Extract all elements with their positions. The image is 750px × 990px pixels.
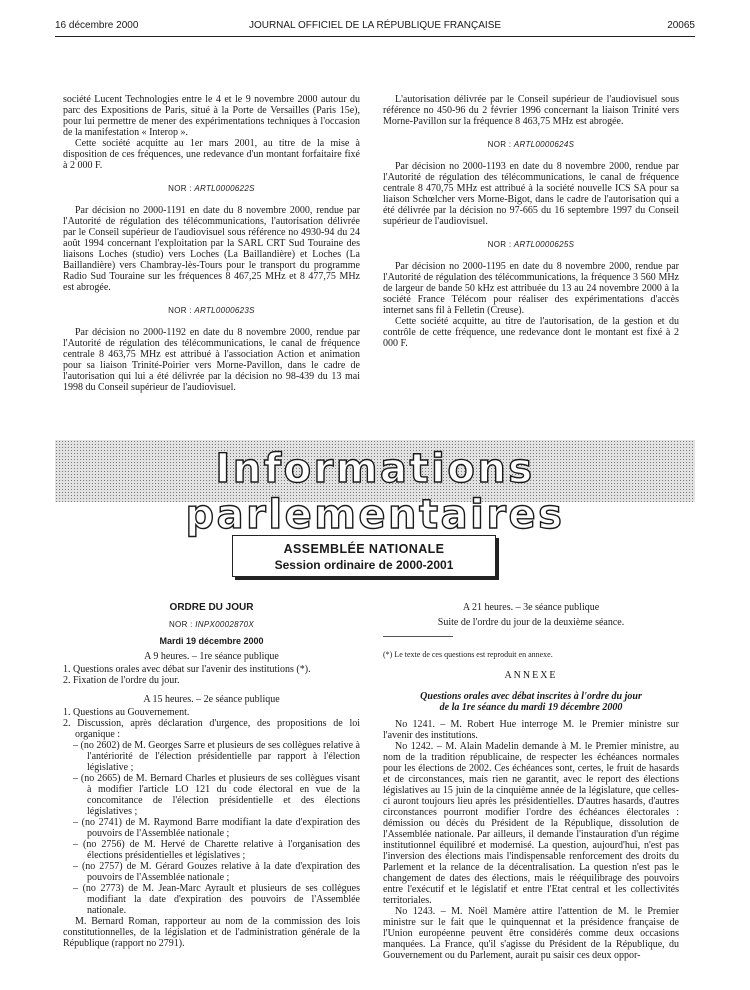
footnote-rule bbox=[383, 636, 453, 637]
paragraph: M. Bernard Roman, rapporteur au nom de la commission des lois constitutionnelles, de la législation et de l'administration générale de la République (rapport no 2791). bbox=[63, 916, 360, 949]
nor-reference bbox=[63, 183, 360, 194]
running-header bbox=[55, 20, 695, 34]
session-date: Mardi 19 décembre 2000 bbox=[159, 636, 264, 646]
assemblee-title: ASSEMBLÉE NATIONALE bbox=[283, 542, 445, 556]
paragraph: Cette société acquitte, au titre de l'autorisation, de la gestion et du contrôle de cette fréquence, une redevance dont le montant est fixé à 2 000 F. bbox=[383, 316, 679, 349]
nor-reference bbox=[63, 619, 360, 630]
nor-label: NOR : bbox=[168, 184, 195, 193]
nor-code: ARTL0000623S bbox=[194, 306, 255, 315]
list-item: – (no 2756) de M. Hervé de Charette relative à l'organisation des élections présidentielles et législatives ; bbox=[73, 839, 360, 861]
question-paragraph: No 1242. – M. Alain Madelin demande à M. le Premier ministre, au nom de la tradition républicaine, de respecter les échéances normales pour les élections de 2002. Ces échéances sont, certes, le fruit de hasards et de circonstances, mais rien ne garantit, avec le report des élections législatives au 15 juin de la cinquième année de la législature, que celles-ci auront toujours lieu après les présidentielles. D'autres hasards, d'autres circonstances pourront modifier l'ordre des échéances électorales : démission ou décès du Président de la République, dissolution de l'Assemblée nationale. Par ailleurs, il demande l'instauration d'un régime institutionnel équilibré et modernisé. La question, aujourd'hui, n'est pas l'inversion des élections mais l'indispensable renforcement des droits du Parlement et la relance de la décentralisation. La question n'est pas le changement de dates des élections, mais le rééquilibrage des pouvoirs entre l'exécutif et le législatif et entre l'Etat central et les collectivités territoriales. bbox=[383, 741, 679, 906]
nor-code: ARTL0000622S bbox=[194, 184, 255, 193]
section-banner-title: Informations parlementaires bbox=[185, 446, 565, 538]
paragraph: Cette société acquitte au 1er mars 2001, au titre de la mise à disposition de ces fréquences, une redevance d'un montant forfaitaire fixé à 2 000 F. bbox=[63, 138, 360, 171]
nor-code: ARTL0000624S bbox=[513, 140, 575, 149]
bottom-right-column bbox=[383, 602, 679, 961]
nor-reference bbox=[383, 139, 679, 150]
seance-heading: A 21 heures. – 3e séance publique bbox=[462, 602, 600, 613]
paragraph: Par décision no 2000-1191 en date du 8 novembre 2000, rendue par l'Autorité de régulation des télécommunications, l'autorisation délivrée par le Conseil supérieur de l'audiovisuel sous référence no 4930-94 du 24 août 1994 concernant l'exploitation par la SARL CRT Sud Touraine des liaisons Loches (studio) vers Loches (La Baillandière) et Loches (La Baillandière) vers Chambray-lès-Tours pour le transport du programme Radio Sud Touraine sur les fréquences 8 467,25 MHz et 8 477,75 MHz est abrogée. bbox=[63, 205, 360, 293]
header-rule bbox=[55, 36, 695, 37]
list-item: 2. Discussion, après déclaration d'urgence, des propositions de loi organique : bbox=[63, 718, 360, 740]
question-paragraph: No 1241. – M. Robert Hue interroge M. le Premier ministre sur l'avenir des institutions. bbox=[383, 719, 679, 741]
seance-heading: A 15 heures. – 2e séance publique bbox=[143, 694, 280, 705]
list-item: – (no 2773) de M. Jean-Marc Ayrault et plusieurs de ses collègues modifiant la date d'expiration des pouvoirs de l'Assemblée nationale. bbox=[73, 883, 360, 916]
top-left-column bbox=[63, 94, 360, 393]
list-item: – (no 2602) de M. Georges Sarre et plusieurs de ses collègues relative à l'antériorité de l'élection présidentielle par rapport à l'élection législative ; bbox=[73, 740, 360, 773]
list-item: – (no 2741) de M. Raymond Barre modifiant la date d'expiration des pouvoirs de l'Assemblée nationale ; bbox=[73, 817, 360, 839]
footnote: (*) Le texte de ces questions est reproduit en annexe. bbox=[383, 650, 553, 659]
annexe-heading: ANNEXE bbox=[504, 670, 558, 681]
paragraph: Par décision no 2000-1193 en date du 8 novembre 2000, rendue par l'Autorité de régulation des télécommunications, le canal de fréquence centrale 8 470,75 MHz est attribué à la société nouvelle ICS SA pour sa liaison Schœlcher vers Morne-Bigot, dans le cadre de l'autorisation qui a été délivrée par la décision no 97-665 du 16 septembre 1997 du Conseil supérieur de l'audiovisuel. bbox=[383, 161, 679, 227]
nor-label: NOR : bbox=[168, 620, 196, 629]
questions-heading-line: Questions orales avec débat inscrites à l'ordre du jour bbox=[420, 691, 642, 702]
bottom-left-column bbox=[63, 602, 360, 949]
assemblee-session: Session ordinaire de 2000-2001 bbox=[274, 558, 454, 572]
header-date: 16 décembre 2000 bbox=[55, 20, 139, 31]
list-item: 2. Fixation de l'ordre du jour. bbox=[63, 675, 180, 686]
nor-code: ARTL0000625S bbox=[513, 240, 575, 249]
paragraph: L'autorisation délivrée par le Conseil supérieur de l'audiovisuel sous référence no 450-96 du 2 février 1996 concernant la liaison Trinité vers Morne-Pavillon sur la fréquence 8 463,75 MHz est abrogée. bbox=[383, 94, 679, 127]
questions-heading-line: de la 1re séance du mardi 19 décembre 2000 bbox=[439, 702, 623, 713]
assemblee-box bbox=[232, 535, 496, 577]
top-right-column bbox=[383, 94, 679, 349]
paragraph: Par décision no 2000-1195 en date du 8 novembre 2000, rendue par l'Autorité de régulation des télécommunications, la fréquence 3 560 MHz de largeur de bande 50 kHz est attribuée du 13 au 24 novembre 2000 à la société France Télécom pour réaliser des expérimentations d'accès internet sans fil à Felletin (Creuse). bbox=[383, 261, 679, 316]
header-journal-title: JOURNAL OFFICIEL DE LA RÉPUBLIQUE FRANÇAISE bbox=[248, 20, 502, 31]
paragraph: Par décision no 2000-1192 en date du 8 novembre 2000, rendue par l'Autorité de régulation des télécommunications, le canal de fréquence centrale 8 463,75 MHz est attribué à l'association Action et animation pour sa liaison Trinité-Poirier vers Morne-Pavillon, dans le cadre de l'autorisation qui lui a été délivrée par la décision no 98-439 du 13 mai 1998 du Conseil supérieur de l'audiovisuel. bbox=[63, 327, 360, 393]
paragraph: société Lucent Technologies entre le 4 et le 9 novembre 2000 autour du parc des Expositions de Paris, situé à la Porte de Versailles (Paris 15e), pour lui permettre de mener des expérimentations techniques à l'occasion de la manifestation « Interop ». bbox=[63, 94, 360, 138]
nor-code: INPX0002870X bbox=[195, 620, 254, 629]
nor-reference bbox=[383, 239, 679, 250]
seance-heading: A 9 heures. – 1re séance publique bbox=[144, 651, 279, 662]
question-paragraph: No 1243. – M. Noël Mamère attire l'attention de M. le Premier ministre sur le fait que le quinquennat et la présidence française de l'Union européenne peuvent être considérés comme deux occasions manquées. La France, qu'il s'agisse du Président de la République, du Gouvernement ou du Parlement, aurait pu saisir ces deux oppor- bbox=[383, 906, 679, 961]
list-item: 1. Questions au Gouvernement. bbox=[63, 707, 190, 718]
list-item: – (no 2665) de M. Bernard Charles et plusieurs de ses collègues visant à modifier l'article LO 121 du code électoral en vue de la concomitance de l'élection présidentielle et des élections législatives ; bbox=[73, 773, 360, 817]
nor-label: NOR : bbox=[487, 240, 514, 249]
suite-text: Suite de l'ordre du jour de la deuxième séance. bbox=[437, 617, 625, 628]
nor-reference bbox=[63, 305, 360, 316]
questions-heading bbox=[383, 691, 679, 713]
list-item: 1. Questions orales avec débat sur l'avenir des institutions (*). bbox=[63, 664, 311, 675]
header-page-number: 20065 bbox=[667, 20, 695, 31]
list-item: – (no 2757) de M. Gérard Gouzes relative à la date d'expiration des pouvoirs de l'Assemblée nationale ; bbox=[73, 861, 360, 883]
nor-label: NOR : bbox=[168, 306, 195, 315]
nor-label: NOR : bbox=[487, 140, 514, 149]
ordre-du-jour-title: ORDRE DU JOUR bbox=[169, 602, 254, 613]
